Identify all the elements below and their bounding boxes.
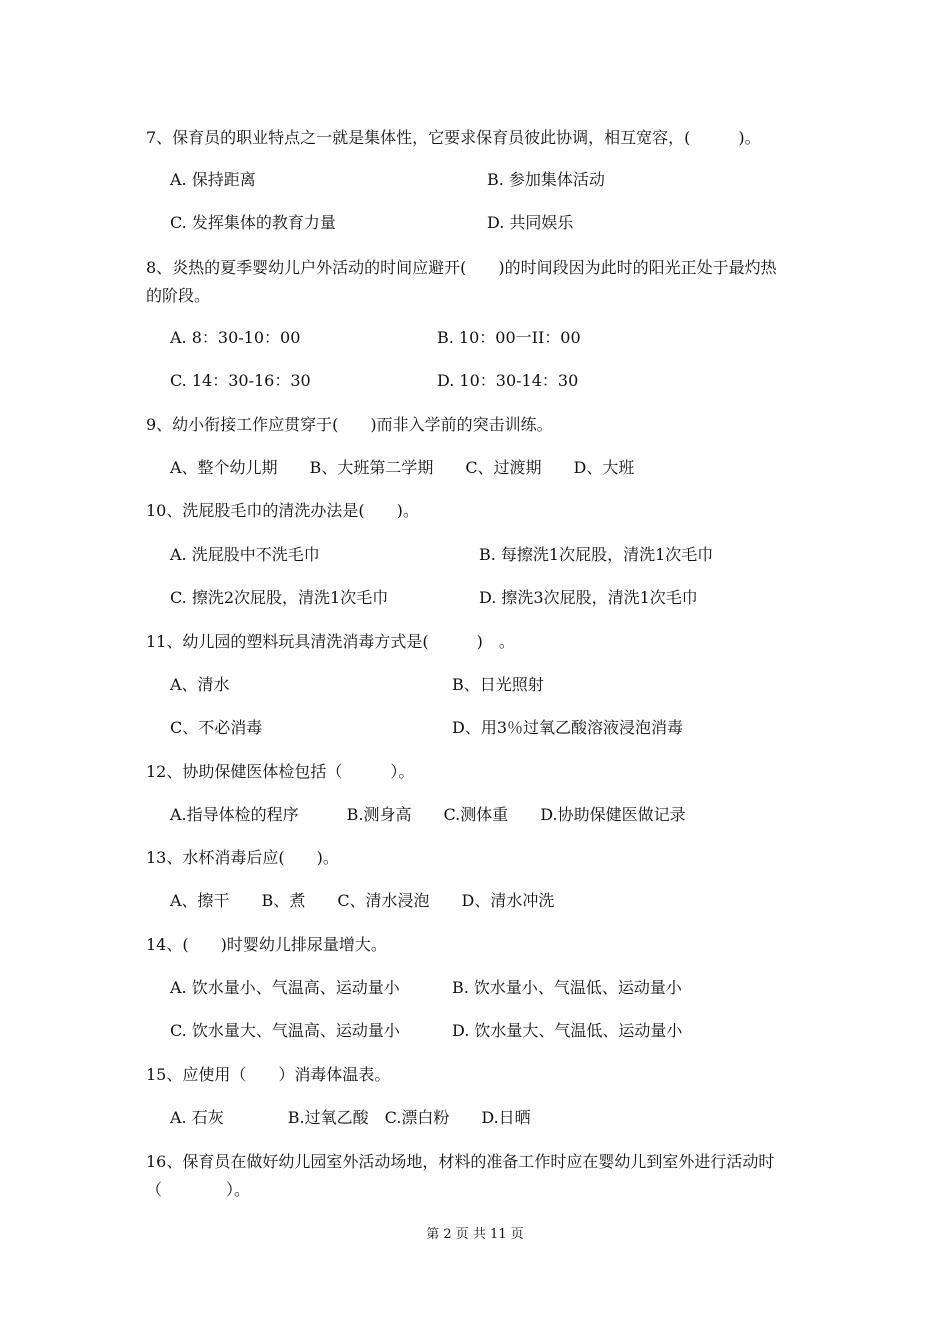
question-10-option: D. 擦洗3次屁股，清洗1次毛巾 — [479, 588, 698, 607]
question-8-stem: 8、炎热的夏季婴幼儿户外活动的时间应避开( )的时间段因为此时的阳光正处于最灼热 — [146, 258, 777, 277]
question-12-option: A.指导体检的程序 B.测身高 C.测体重 D.协助保健医做记录 — [170, 805, 686, 824]
question-10-option: B. 每擦洗1次屁股，清洗1次毛巾 — [479, 545, 714, 564]
question-11-stem: 11、幼儿园的塑料玩具清洗消毒方式是( ) 。 — [146, 632, 515, 651]
question-16-stem: （ ）。 — [146, 1180, 251, 1199]
question-10-stem: 10、洗屁股毛巾的清洗办法是( )。 — [146, 501, 419, 520]
question-13-option: A、擦干 B、煮 C、清水浸泡 D、清水冲洗 — [170, 891, 555, 910]
question-14-stem: 14、( )时婴幼儿排尿量增大。 — [146, 935, 387, 954]
question-11-option: D、用3％过氧乙酸溶液浸泡消毒 — [452, 718, 684, 737]
question-7-option: B. 参加集体活动 — [487, 170, 605, 189]
question-15-option: A. 石灰 B.过氧乙酸 C.漂白粉 D.日晒 — [170, 1108, 531, 1127]
question-15-stem: 15、应使用（ ）消毒体温表。 — [146, 1065, 391, 1084]
question-13-stem: 13、水杯消毒后应( )。 — [146, 848, 339, 867]
question-10-option: A. 洗屁股中不洗毛巾 — [170, 545, 320, 564]
question-8-option: D. 10：30-14：30 — [437, 371, 579, 390]
page-footer: 第 2 页 共 11 页 — [426, 1227, 524, 1242]
question-8-option: B. 10：00一II：00 — [437, 328, 581, 347]
question-11-option: A、清水 — [170, 675, 230, 694]
question-14-option: A. 饮水量小、气温高、运动量小 — [170, 978, 400, 997]
question-8-stem: 的阶段。 — [146, 286, 211, 305]
question-14-option: D. 饮水量大、气温低、运动量小 — [452, 1021, 683, 1040]
question-7-stem: 7、保育员的职业特点之一就是集体性，它要求保育员彼此协调，相互宽容，( )。 — [146, 128, 761, 147]
question-8-option: A. 8：30-10：00 — [170, 328, 301, 347]
question-7-option: D. 共同娱乐 — [487, 213, 574, 232]
question-7-option: C. 发挥集体的教育力量 — [170, 213, 336, 232]
question-11-option: B、日光照射 — [452, 675, 544, 694]
question-14-option: B. 饮水量小、气温低、运动量小 — [452, 978, 682, 997]
question-7-option: A. 保持距离 — [170, 170, 256, 189]
question-12-stem: 12、协助保健医体检包括（ ）。 — [146, 762, 415, 781]
question-8-option: C. 14：30-16：30 — [170, 371, 311, 390]
question-11-option: C、不必消毒 — [170, 718, 263, 737]
question-9-option: A、整个幼儿期 B、大班第二学期 C、过渡期 D、大班 — [170, 458, 635, 477]
question-14-option: C. 饮水量大、气温高、运动量小 — [170, 1021, 400, 1040]
question-9-stem: 9、幼小衔接工作应贯穿于( )而非入学前的突击训练。 — [146, 415, 553, 434]
question-16-stem: 16、保育员在做好幼儿园室外活动场地，材料的准备工作时应在婴幼儿到室外进行活动时 — [146, 1152, 775, 1171]
question-10-option: C. 擦洗2次屁股，清洗1次毛巾 — [170, 588, 389, 607]
